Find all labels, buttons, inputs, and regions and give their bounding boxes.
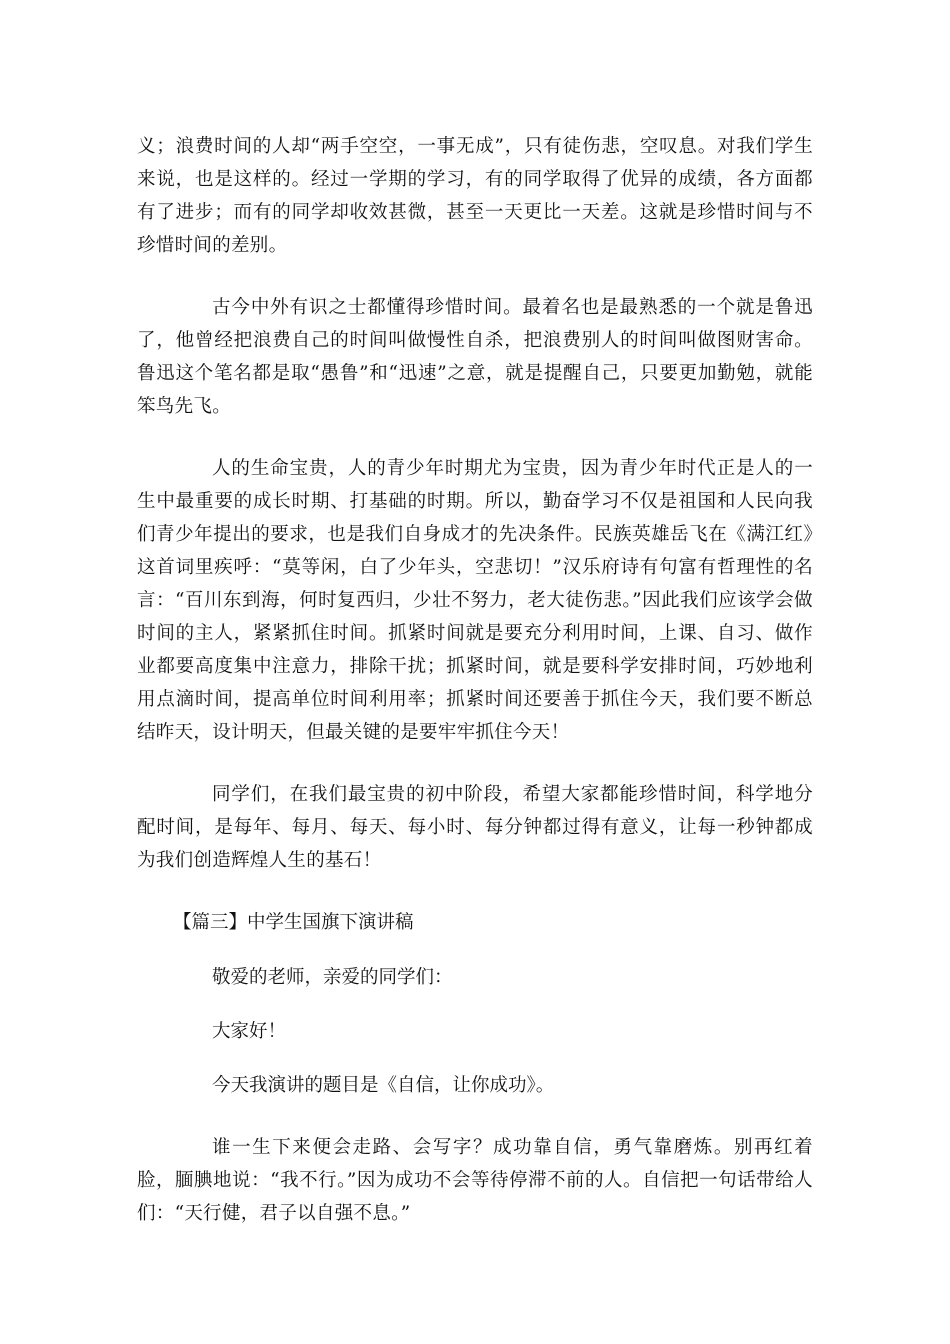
- hello-line: 大家好！: [212, 1021, 287, 1042]
- paragraph-wasting-time: 义；浪费时间的人却“两手空空，一事无成”，只有徒伤悲，空叹息。对我们学生来说，也是这样的。经过一学期的学习，有的同学取得了优异的成绩，各方面都有了进步；而有的同学却收效甚微，甚至一天更比一天差。这就是珍惜时间与不珍惜时间的差别。: [137, 136, 813, 256]
- paragraph-conclusion: 同学们，在我们最宝贵的初中阶段，希望大家都能珍惜时间，科学地分配时间，是每年、每月、每天、每小时、每分钟都过得有意义，让每一秒钟都成为我们创造辉煌人生的基石！: [137, 784, 813, 871]
- greeting-line: 敬爱的老师，亲爱的同学们：: [212, 967, 453, 988]
- topic-line: 今天我演讲的题目是《自信，让你成功》。: [212, 1075, 555, 1096]
- paragraph-confidence: 谁一生下来便会走路、会写字？成功靠自信，勇气靠磨炼。别再红着脸，腼腆地说：“我不行。”因为成功不会等待停滞不前的人。自信把一句话带给人们：“天行健，君子以自强不息。”: [137, 1137, 813, 1224]
- paragraph-youth: 人的生命宝贵，人的青少年时期尤为宝贵，因为青少年时代正是人的一生中最重要的成长时期、打基础的时期。所以，勤奋学习不仅是祖国和人民向我们青少年提出的要求，也是我们自身成才的先决条件。民族英雄岳飞在《满江红》这首词里疾呼：“莫等闲，白了少年头，空悲切！”汉乐府诗有句富有哲理性的名言：“百川东到海，何时复西归，少壮不努力，老大徒伤悲。”因此我们应该学会做时间的主人，紧紧抓住时间。抓紧时间就是要充分利用时间，上课、自习、做作业都要高度集中注意力，排除干扰；抓紧时间，就是要科学安排时间，巧妙地利用点滴时间，提高单位时间利用率；抓紧时间还要善于抓住今天，我们要不断总结昨天，设计明天，但最关键的是要牢牢抓住今天！: [137, 458, 813, 743]
- document-body: [137, 130, 813, 1230]
- paragraph-lu-xun: 古今中外有识之士都懂得珍惜时间。最着名也是最熟悉的一个就是鲁迅了，他曾经把浪费自己的时间叫做慢性自杀，把浪费别人的时间叫做图财害命。鲁迅这个笔名都是取“愚鲁”和“迅速”之意，就是提醒自己，只要更加勤勉，就能笨鸟先飞。: [137, 297, 813, 417]
- section-heading: 【篇三】中学生国旗下演讲稿: [173, 912, 414, 933]
